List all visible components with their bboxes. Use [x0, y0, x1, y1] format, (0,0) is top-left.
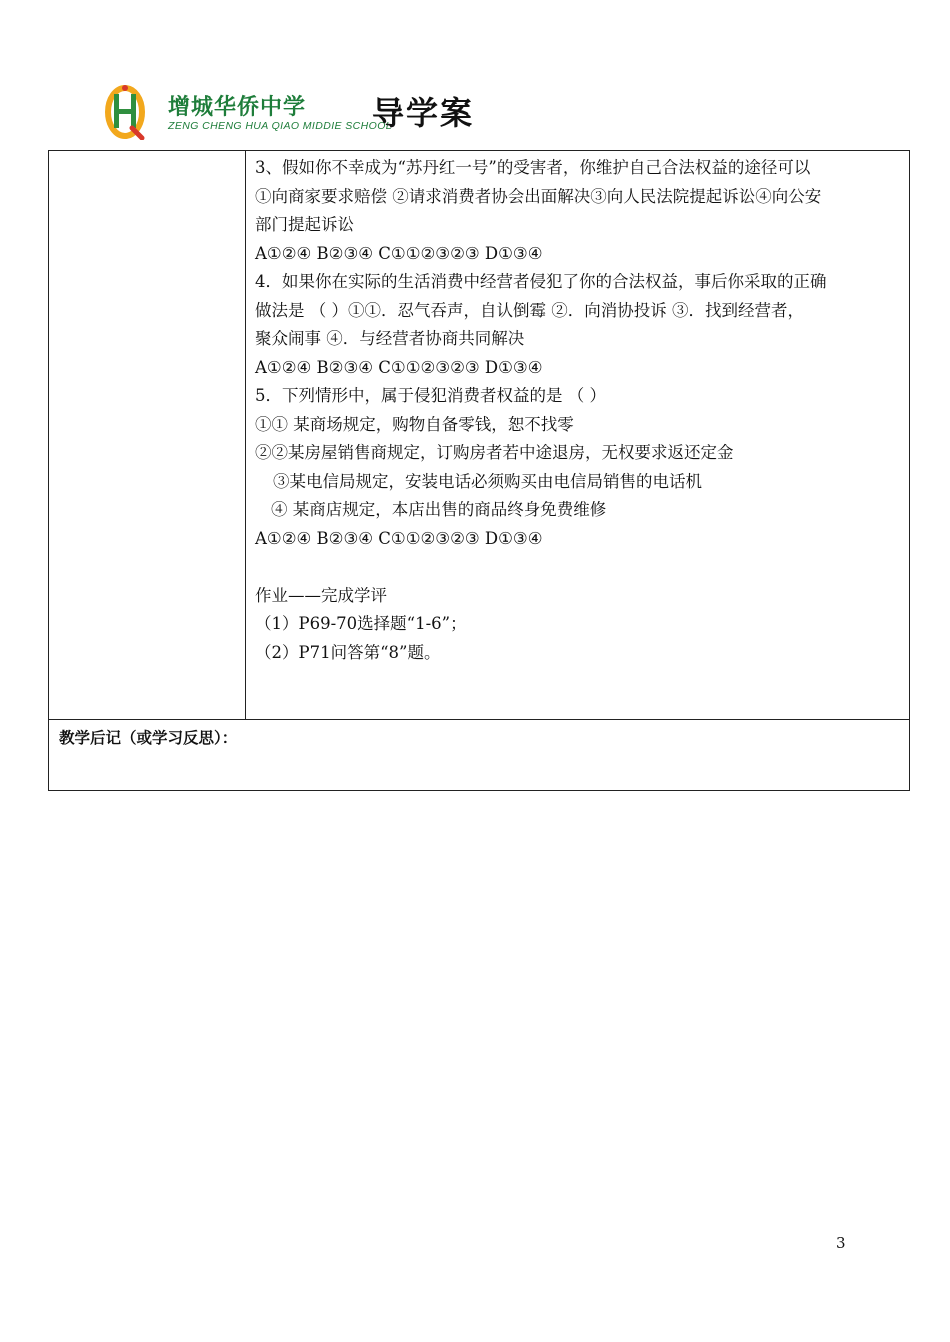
school-name-en: ZENG CHENG HUA QIAO MIDDIE SCHOOL	[168, 120, 392, 132]
lesson-table	[48, 150, 910, 791]
question-3-line-2: ①向商家要求赔偿 ②请求消费者协会出面解决③向人民法院提起诉讼④向公安	[255, 186, 822, 206]
right-column-cell	[246, 151, 910, 720]
question-5-item-3: ③某电信局规定，安装电话必须购买由电信局销售的电话机	[273, 471, 702, 491]
question-5-options: A①②④ B②③④ C①①②③②③ D①③④	[255, 528, 543, 548]
question-4-line-1: 4．如果你在实际的生活消费中经营者侵犯了你的合法权益，事后你采取的正确	[255, 272, 827, 291]
left-column-cell	[49, 151, 246, 720]
page-number: 3	[836, 1234, 846, 1252]
document-title: 导学案	[372, 94, 475, 132]
question-5-item-4: ④ 某商店规定，本店出售的商品终身免费维修	[271, 500, 607, 519]
school-name-cn: 增城华侨中学	[168, 95, 307, 120]
question-5-item-2: ②②某房屋销售商规定，订购房者若中途退房，无权要求返还定金	[255, 443, 734, 462]
question-5-item-1: ①① 某商场规定，购物自备零钱，恕不找零	[255, 414, 574, 434]
question-3-line-3: 部门提起诉讼	[255, 215, 354, 234]
question-4-line-3: 聚众闹事 ④．与经营者协商共同解决	[255, 329, 525, 348]
notes-cell	[49, 720, 910, 791]
exercise-content	[246, 151, 909, 667]
school-logo-icon	[104, 82, 146, 140]
content-row	[49, 151, 910, 720]
notes-row	[49, 720, 910, 791]
homework-item-1: （1）P69-70选择题“1-6”；	[255, 614, 467, 633]
homework-title: 作业——完成学评	[255, 585, 387, 605]
question-5-line-1: 5．下列情形中，属于侵犯消费者权益的是 （ ）	[255, 386, 606, 405]
question-4-options: A①②④ B②③④ C①①②③②③ D①③④	[255, 357, 543, 377]
document-header	[104, 82, 564, 142]
question-4-line-2: 做法是 （ ）①①．忍气吞声，自认倒霉 ②．向消协投诉 ③．找到经营者，	[255, 300, 804, 320]
question-3-line-1: 3、假如你不幸成为“苏丹红一号”的受害者，你维护自己合法权益的途径可以	[255, 158, 811, 177]
homework-item-2: （2）P71问答第“8”题。	[255, 642, 441, 662]
question-3-options: A①②④ B②③④ C①①②③②③ D①③④	[255, 243, 543, 263]
notes-label: 教学后记（或学习反思）：	[59, 729, 238, 747]
spacer	[255, 553, 905, 582]
